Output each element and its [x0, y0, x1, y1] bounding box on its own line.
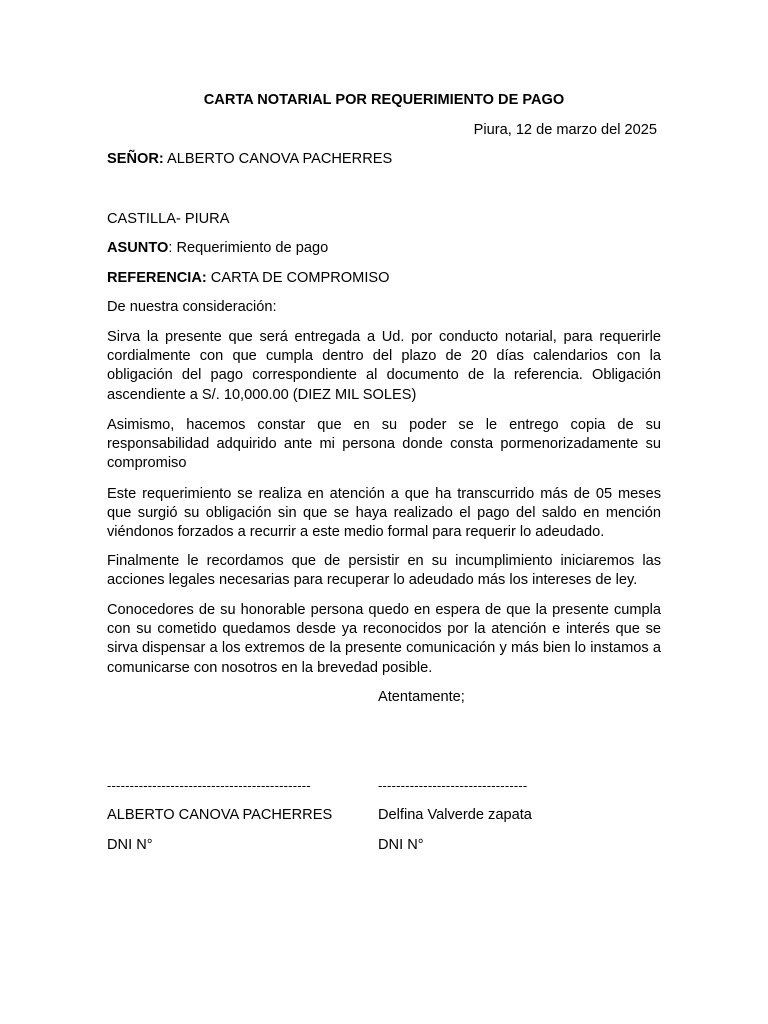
body-paragraph: Sirva la presente que será entregada a Ud. por conducto notarial, para requerirle cordialmente con que cumpla dentro del plazo de 20 días calendarios con la obligación del pago correspondiente al documento de la referencia. Obligación ascendiente a S/. 10,000.00 (DIEZ MIL SOLES): [107, 329, 661, 403]
body-paragraph: Finalmente le recordamos que de persistir en su incumplimiento iniciaremos las acciones legales necesarias para recuperar lo adeudado más los intereses de ley.: [107, 553, 661, 589]
body-paragraph: Este requerimiento se realiza en atención a que ha transcurrido más de 05 meses que surgió su obligación sin que se haya realizado el pago del saldo en mención viéndonos forzados a recurrir a este medio formal para requerir lo adeudado.: [107, 486, 661, 541]
reference-value: CARTA DE COMPROMISO: [210, 270, 390, 286]
recipient-line: [107, 150, 392, 169]
subject-label: ASUNTO: [107, 240, 169, 256]
signer-id-right: DNI N°: [378, 837, 424, 853]
reference-line: [107, 269, 389, 288]
letter-date: Piura, 12 de marzo del 2025: [473, 122, 657, 138]
subject-line: [107, 239, 328, 258]
reference-label: REFERENCIA:: [107, 270, 207, 286]
signature-line-right: ---------------------------------: [378, 778, 528, 793]
subject-value: : Requerimiento de pago: [168, 240, 329, 256]
signer-name-right: Delfina Valverde zapata: [378, 807, 532, 823]
body-paragraph: Asimismo, hacemos constar que en su poder se le entrego copia de su responsabilidad adquirido ante mi persona donde consta pormenorizadamente su compromiso: [107, 417, 661, 472]
body-paragraph: Conocedores de su honorable persona quedo en espera de que la presente cumpla con su cometido quedamos desde ya reconocidos por la atención e interés que se sirva dispensar a los extremos de la presente comunicación y más bien lo instamos a comunicarse con nosotros en la brevedad posible.: [107, 602, 661, 676]
greeting: De nuestra consideración:: [107, 299, 277, 315]
closing: Atentamente;: [378, 689, 465, 705]
recipient-location: CASTILLA- PIURA: [107, 211, 230, 227]
recipient-label: SEÑOR:: [107, 151, 164, 167]
signer-name-left: ALBERTO CANOVA PACHERRES: [107, 807, 333, 823]
document-title: CARTA NOTARIAL POR REQUERIMIENTO DE PAGO: [203, 92, 565, 108]
signature-line-left: ---------------------------------------------: [107, 778, 311, 793]
recipient-name: ALBERTO CANOVA PACHERRES: [167, 151, 393, 167]
signer-id-left: DNI N°: [107, 837, 153, 853]
